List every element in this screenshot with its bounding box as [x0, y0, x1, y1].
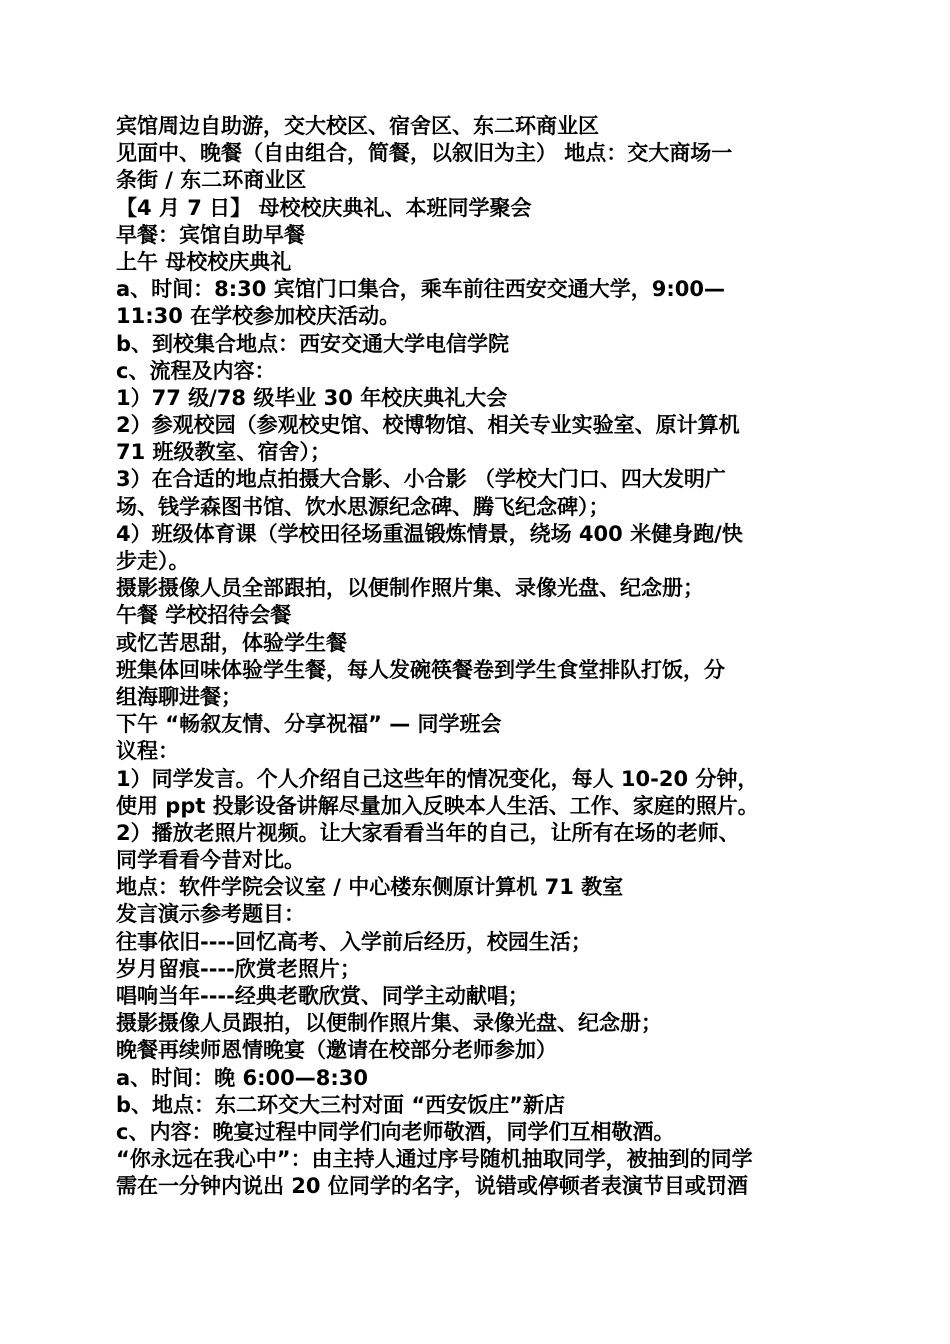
text-line: 发言演示参考题目：	[116, 902, 305, 927]
text-line: 上午 母校校庆典礼	[116, 249, 292, 274]
text-line: 议程：	[116, 739, 179, 764]
text-line: 3）在合适的地点拍摄大合影、小合影 （学校大门口、四大发明广	[116, 467, 726, 492]
text-line: 摄影摄像人员跟拍，以便制作照片集、录像光盘、纪念册；	[116, 1011, 662, 1036]
text-line: 见面中、晚餐（自由组合，简餐，以叙旧为主） 地点：交大商场一	[116, 141, 733, 166]
text-line: 晚餐再续师恩情晚宴（邀请在校部分老师参加）	[116, 1038, 557, 1063]
text-line: 4）班级体育课（学校田径场重温锻炼情景，绕场 400 米健身跑/快	[116, 521, 743, 546]
document-body	[116, 113, 836, 1201]
text-line: 下午 “畅叙友情、分享祝福” — 同学班会	[116, 712, 502, 737]
text-line: a、时间：晚 6:00—8:30	[116, 1065, 368, 1090]
text-line: 往事依旧----回忆高考、入学前后经历，校园生活；	[116, 929, 592, 954]
text-line: 地点：软件学院会议室 / 中心楼东侧原计算机 71 教室	[116, 875, 624, 900]
text-line: 1）同学发言。个人介绍自己这些年的情况变化，每人 10-20 分钟，	[116, 766, 759, 791]
text-line: b、到校集合地点：西安交通大学电信学院	[116, 331, 510, 356]
text-line: 11:30 在学校参加校庆活动。	[116, 304, 401, 329]
text-line: 宾馆周边自助游，交大校区、宿舍区、东二环商业区	[116, 114, 599, 138]
text-line: 2）参观校园（参观校史馆、校博物馆、相关专业实验室、原计算机	[116, 413, 740, 438]
text-line: 唱响当年----经典老歌欣赏、同学主动献唱；	[116, 984, 529, 1008]
text-line: 或忆苦思甜，体验学生餐	[116, 630, 347, 655]
text-line: 1）77 级/78 级毕业 30 年校庆典礼大会	[116, 385, 508, 410]
text-line: 条街 / 东二环商业区	[116, 168, 307, 193]
text-line: 摄影摄像人员全部跟拍，以便制作照片集、录像光盘、纪念册；	[116, 576, 704, 601]
text-line: 岁月留痕----欣赏老照片；	[116, 956, 361, 981]
text-line: 同学看看今昔对比。	[116, 848, 305, 873]
text-line: 组海聊进餐；	[116, 684, 242, 709]
text-line: c、流程及内容：	[116, 358, 276, 383]
text-line: 班集体回味体验学生餐，每人发碗筷餐卷到学生食堂排队打饭，分	[116, 657, 725, 682]
text-line: 2）播放老照片视频。让大家看看当年的自己，让所有在场的老师、	[116, 820, 740, 845]
text-line: 步走）。	[116, 549, 190, 573]
text-line: 71 班级教室、宿舍）；	[116, 440, 332, 465]
text-line: c、内容：晚宴过程中同学们向老师敬酒，同学们互相敬酒。	[116, 1119, 675, 1144]
text-line: 午餐 学校招待会餐	[116, 603, 292, 628]
text-line: “你永远在我心中”：由主持人通过序号随机抽取同学，被抽到的同学	[116, 1147, 753, 1172]
text-line: 使用 ppt 投影设备讲解尽量加入反映本人生活、工作、家庭的照片。	[116, 793, 759, 818]
text-line: 需在一分钟内说出 20 位同学的名字，说错或停顿者表演节目或罚酒	[116, 1174, 748, 1199]
text-line: 【4 月 7 日】 母校校庆典礼、本班同学聚会	[116, 195, 532, 220]
text-line: 早餐：宾馆自助早餐	[116, 222, 305, 247]
text-line: b、地点：东二环交大三村对面 “西安饭庄”新店	[116, 1092, 565, 1117]
text-line: 场、钱学森图书馆、饮水思源纪念碑、腾飞纪念碑）；	[116, 494, 610, 519]
text-line: a、时间：8:30 宾馆门口集合，乘车前往西安交通大学，9:00—	[116, 277, 725, 302]
